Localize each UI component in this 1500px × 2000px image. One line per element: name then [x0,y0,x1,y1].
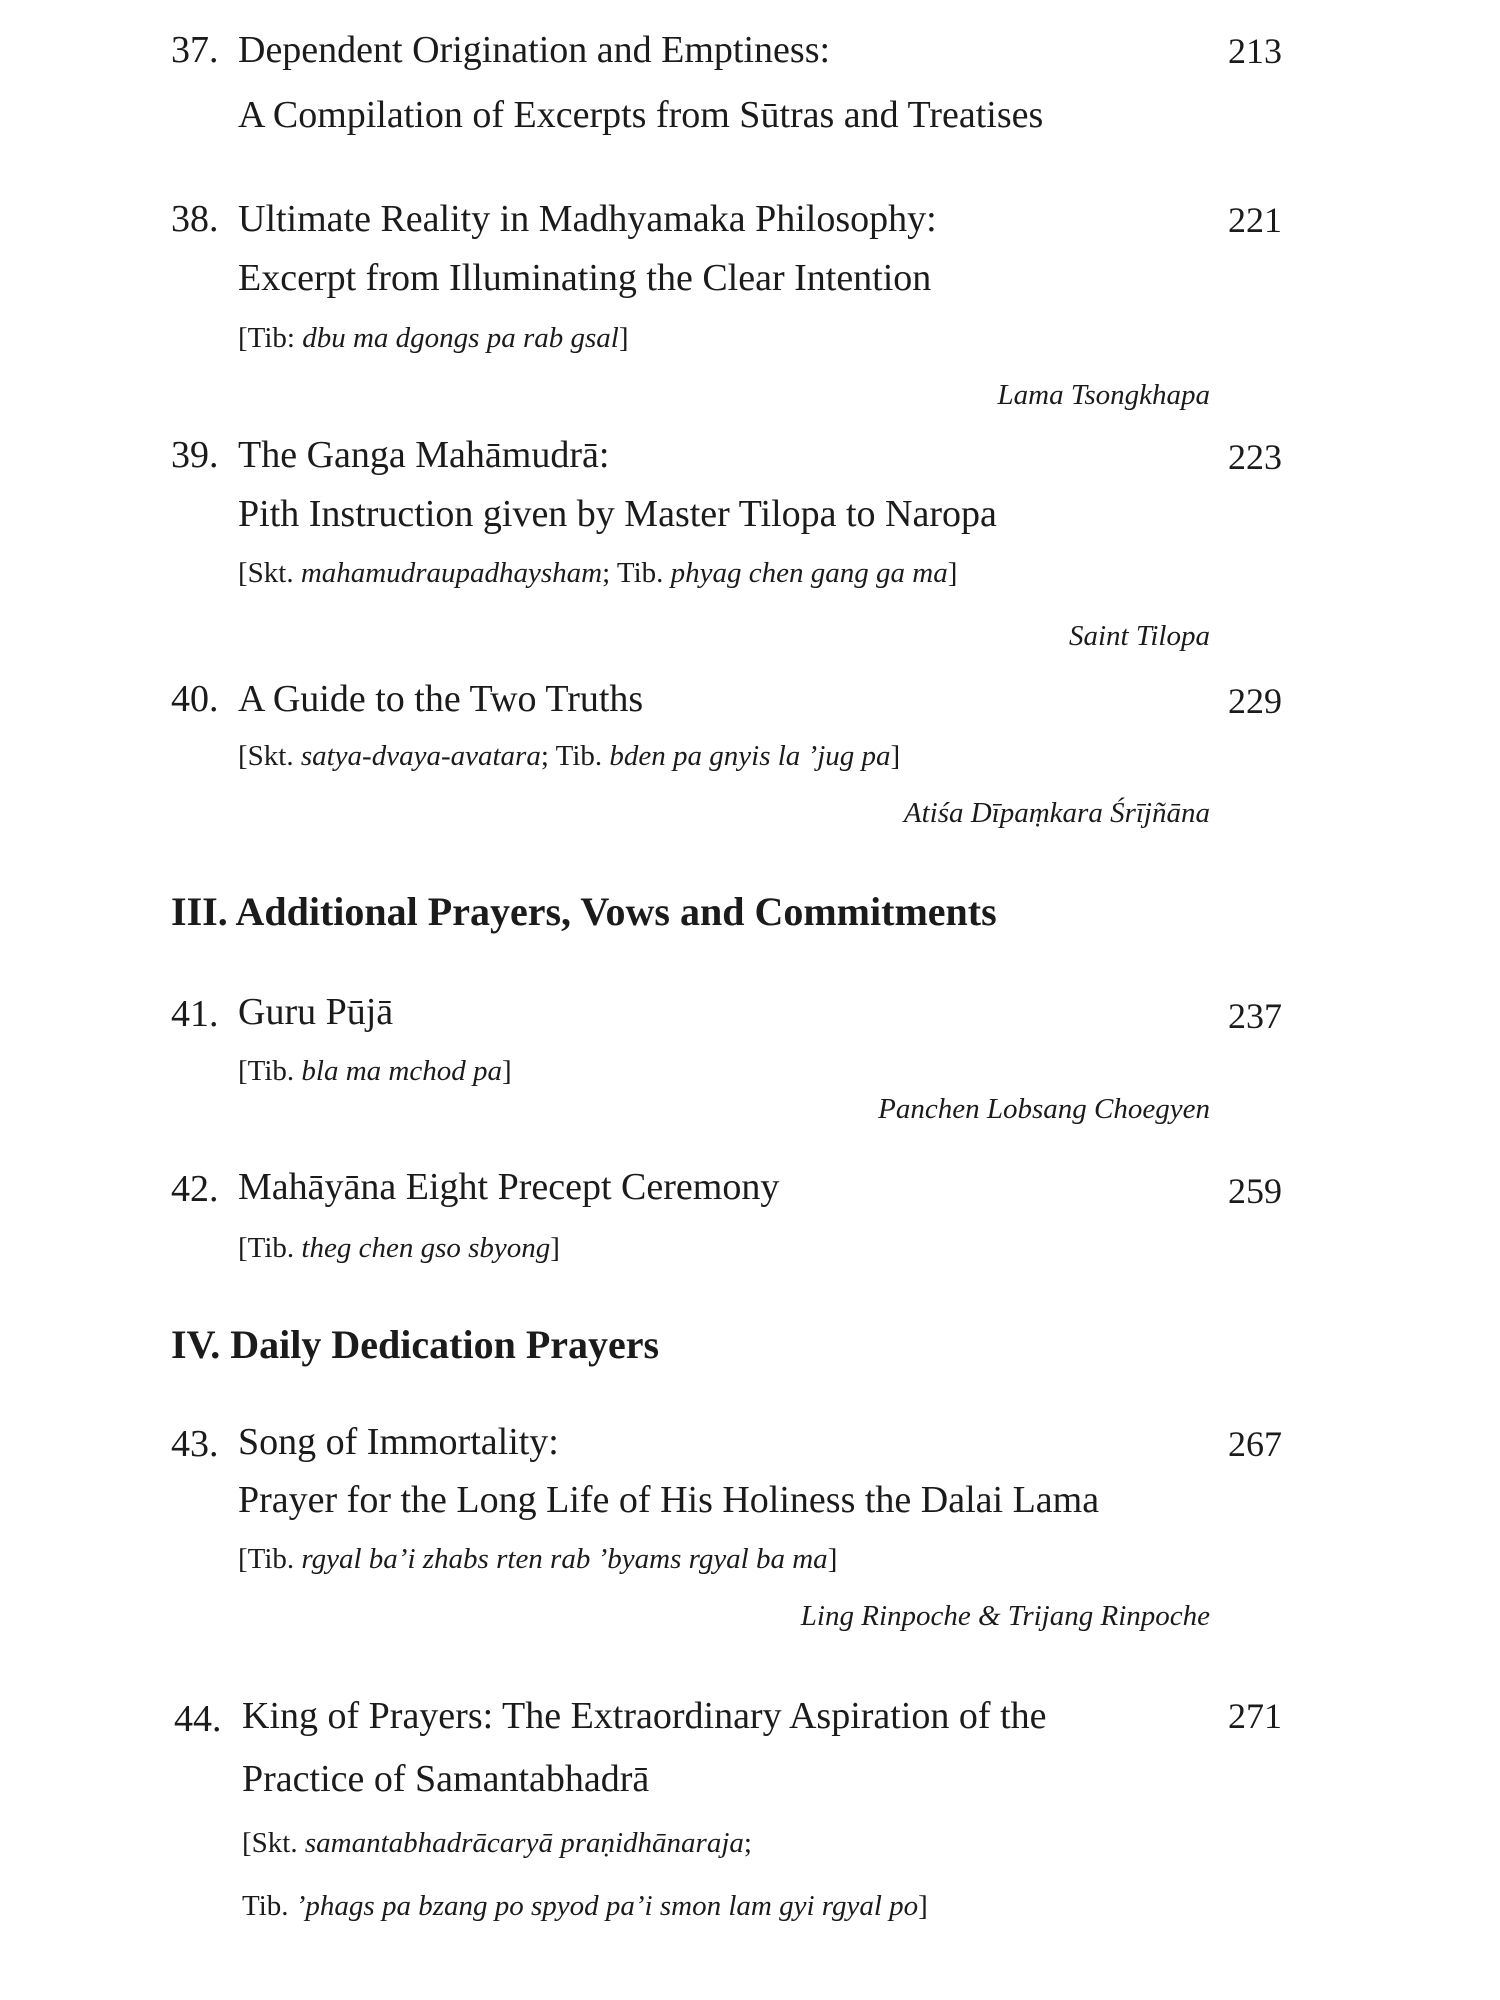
entry-title: Pith Instruction given by Master Tilopa to Naropa [238,493,997,535]
entry-transliteration: [Skt. samantabhadrācaryā praṇidhānaraja; [242,1827,752,1859]
section-heading: IV. Daily Dedication Prayers [171,1322,660,1367]
entry-title: Ultimate Reality in Madhyamaka Philosophy: [238,198,937,240]
entry-page-number: 267 [1228,1424,1282,1464]
entry-title: A Guide to the Two Truths [238,678,644,720]
entry-title: Guru Pūjā [238,991,394,1033]
entry-transliteration: [Skt. satya-dvaya-avatara; Tib. bden pa gnyis la ’jug pa] [238,740,901,772]
entry-title: Prayer for the Long Life of His Holiness the Dalai Lama [238,1479,1100,1521]
entry-title: Excerpt from Illuminating the Clear Intention [238,257,932,299]
entry-number: 42. [171,1168,219,1210]
entry-title: Practice of Samantabhadrā [242,1758,650,1800]
entry-author: Lama Tsongkhapa [997,379,1210,411]
entry-page-number: 221 [1228,200,1282,240]
entry-page-number: 229 [1228,681,1282,721]
entry-page-number: 223 [1228,437,1282,477]
entry-title: A Compilation of Excerpts from Sūtras and Treatises [238,94,1044,136]
entry-title: Song of Immortality: [238,1421,559,1463]
entry-transliteration: [Tib. bla ma mchod pa] [238,1055,512,1087]
entry-number: 38. [171,198,219,240]
entry-number: 40. [171,678,219,720]
entry-author: Ling Rinpoche & Trijang Rinpoche [800,1600,1210,1632]
entry-number: 43. [171,1423,219,1465]
entry-transliteration: [Tib: dbu ma dgongs pa rab gsal] [238,322,629,354]
entry-page-number: 213 [1228,31,1282,71]
entry-transliteration: [Skt. mahamudraupadhaysham; Tib. phyag chen gang ga ma] [238,557,958,589]
entry-title: Mahāyāna Eight Precept Ceremony [238,1166,780,1208]
entry-page-number: 271 [1228,1696,1282,1736]
section-heading: III. Additional Prayers, Vows and Commitments [171,889,997,934]
entry-number: 44. [174,1698,222,1740]
entry-page-number: 259 [1228,1171,1282,1211]
entry-title: The Ganga Mahāmudrā: [238,434,610,476]
entry-author: Atiśa Dīpaṃkara Śrījñāna [903,797,1210,829]
entry-title: King of Prayers: The Extraordinary Aspiration of the [242,1695,1047,1737]
entry-transliteration: [Tib. theg chen gso sbyong] [238,1232,560,1264]
entry-number: 37. [171,29,219,71]
entry-page-number: 237 [1228,996,1282,1036]
entry-number: 41. [171,993,219,1035]
entry-title: Dependent Origination and Emptiness: [238,29,831,71]
entry-author: Panchen Lobsang Choegyen [878,1093,1210,1125]
entry-author: Saint Tilopa [1068,620,1210,652]
entry-transliteration: [Tib. rgyal ba’i zhabs rten rab ’byams rgyal ba ma] [238,1543,838,1575]
entry-transliteration: Tib. ’phags pa bzang po spyod pa’i smon lam gyi rgyal po] [242,1890,928,1922]
entry-number: 39. [171,434,219,476]
